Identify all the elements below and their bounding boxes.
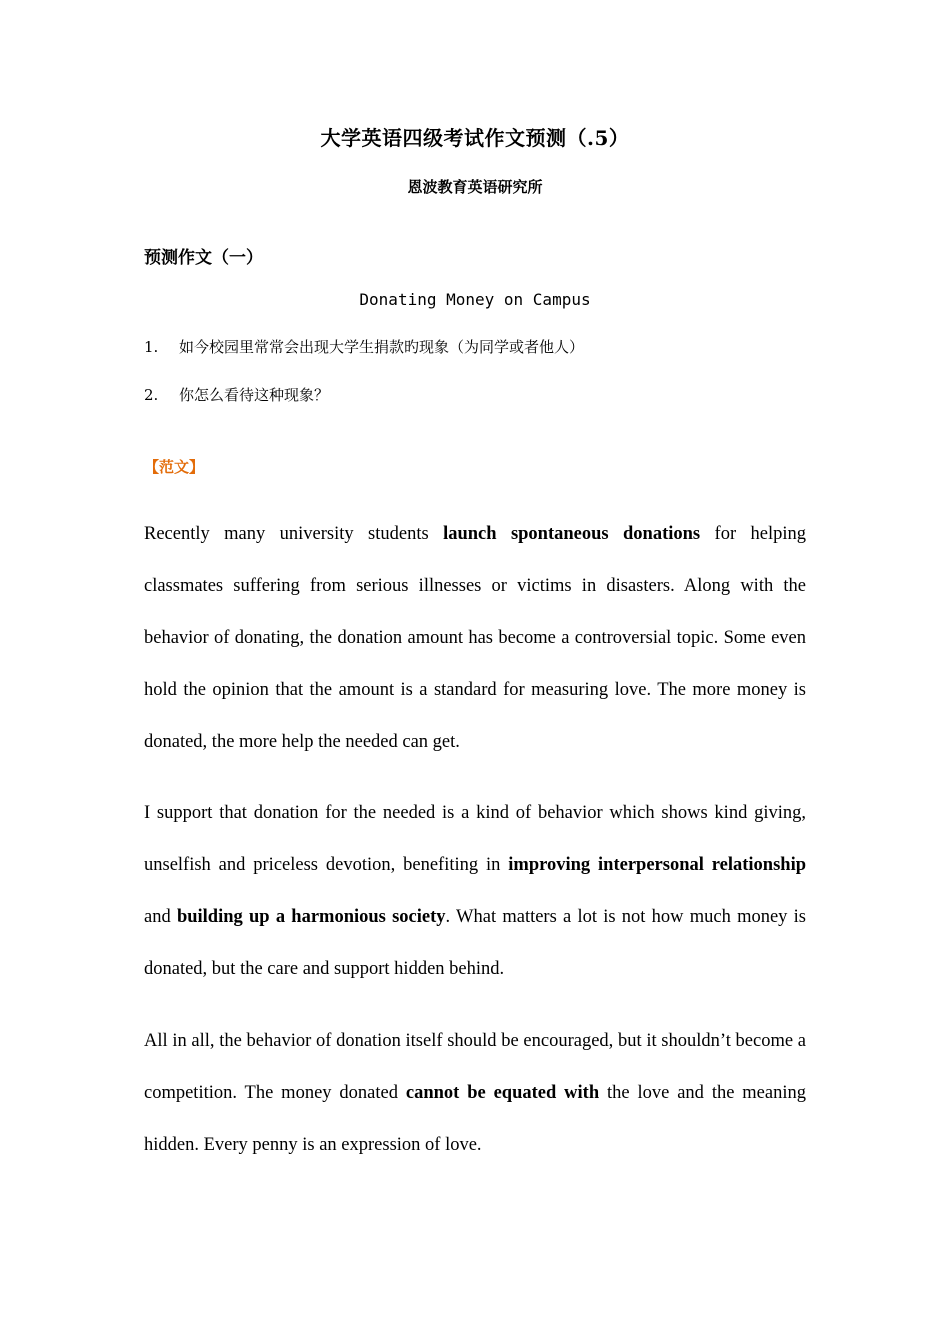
requirement-item: [144, 336, 584, 357]
paragraph-text: for helping classmates suffering from serious illnesses or victims in disasters. Along with the behavior of donating, the donation amount has become a controversial topic. Some even hold the opinion that the amount is a standard for measuring love. The more money is donated, the more help the needed can get.: [144, 524, 806, 752]
requirement-text: 你怎么看待这种现象？: [179, 386, 330, 404]
requirement-item: [144, 384, 329, 405]
key-phrase: cannot be equated with: [405, 1083, 600, 1103]
section-heading: 预测作文（一）: [144, 248, 263, 268]
paragraph-text: All in all, the behavior of donation itself should be encouraged, but it shouldn’t become a competition. The money donated: [144, 1031, 806, 1103]
paragraph-text: I support that donation for the needed is a kind of behavior which shows kind giving, unselfish and priceless devotion, benefiting in: [144, 803, 806, 875]
document-title: 大学英语四级考试作文预测（.5）: [320, 126, 630, 150]
document-subtitle: 恩波教育英语研究所: [407, 178, 543, 196]
paragraph-text: . What matters a lot is not how much money is donated, but the care and support hidden behind.: [144, 907, 806, 979]
key-phrase: launch spontaneous donations: [443, 524, 701, 544]
essay-paragraph: [144, 787, 806, 995]
key-phrase: building up a harmonious society: [176, 907, 446, 927]
requirement-number: 2.: [144, 386, 159, 404]
essay-title: Donating Money on Campus: [359, 290, 591, 309]
essay-paragraph: [144, 508, 806, 768]
key-phrase: improving interpersonal relationship: [508, 855, 806, 875]
requirement-number: 1.: [144, 338, 159, 356]
paragraph-text: and: [144, 907, 177, 927]
essay-paragraph: [144, 1015, 806, 1171]
model-essay-label: 【范文】: [144, 458, 205, 476]
requirement-text: 如今校园里常常会出现大学生捐款旳现象（为同学或者他人）: [179, 338, 585, 356]
paragraph-text: the love and the meaning hidden. Every penny is an expression of love.: [144, 1083, 806, 1155]
paragraph-text: Recently many university students: [144, 524, 444, 544]
